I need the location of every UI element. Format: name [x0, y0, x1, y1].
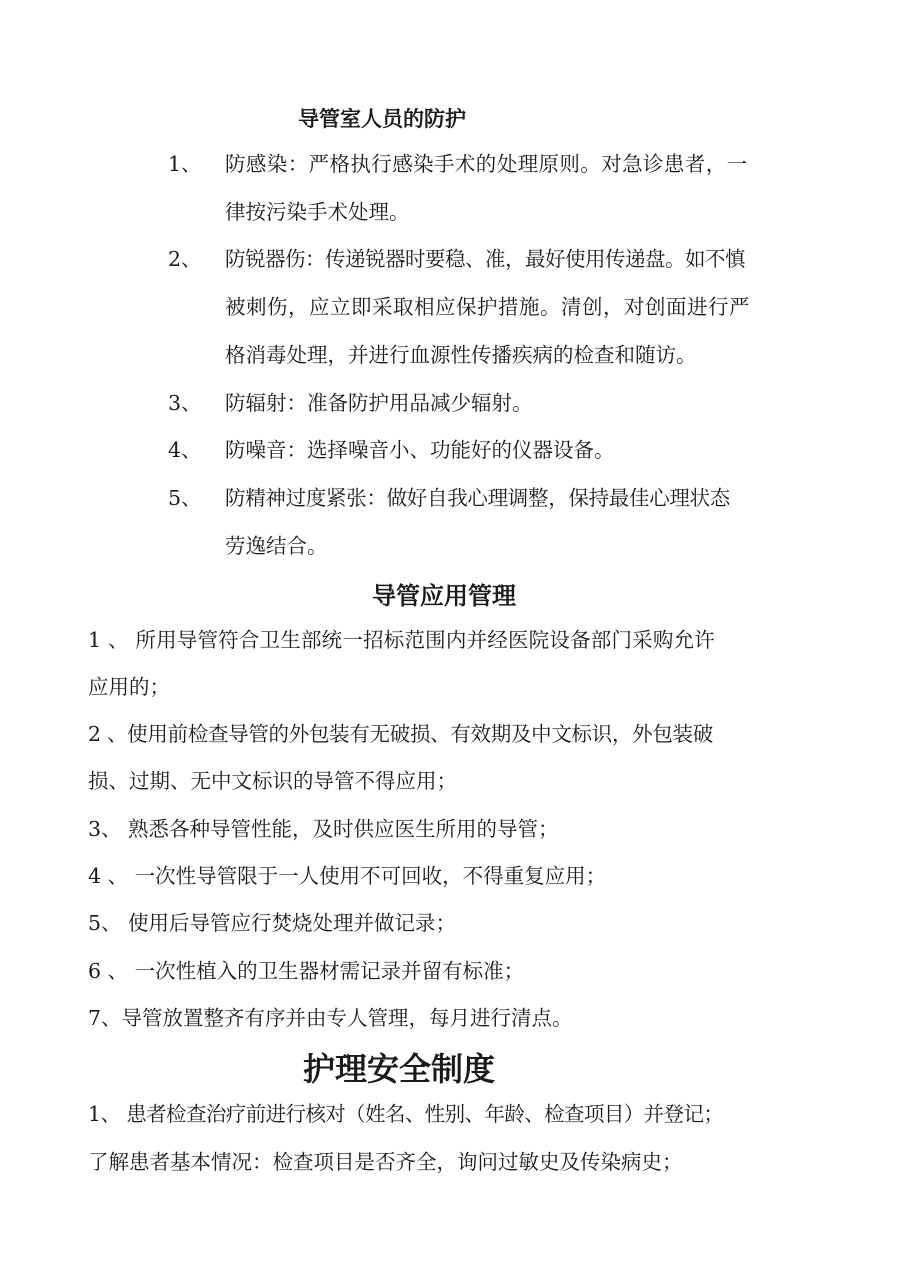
paragraph-line: 3、 熟悉各种导管性能，及时供应医生所用的导管； [88, 817, 559, 841]
list-item-line: 格消毒处理，并进行血源性传播疾病的检查和随访。 [225, 343, 697, 367]
paragraph-line: 7、导管放置整齐有序并由专人管理，每月进行清点。 [88, 1006, 573, 1030]
paragraph-line: 6 、 一次性植入的卫生器材需记录并留有标准； [88, 959, 525, 983]
paragraph-line: 1、 患者检查治疗前进行核对（姓名、性别、年龄、检查项目）并登记； [88, 1102, 724, 1126]
list-item-line: 律按污染手术处理。 [225, 200, 410, 224]
paragraph-line: 应用的； [88, 675, 170, 699]
section1-title: 导管室人员的防护 [298, 107, 466, 131]
list-item-number: 3、 [168, 391, 202, 415]
list-item-number: 5、 [168, 486, 202, 510]
list-item-line: 防感染：严格执行感染手术的处理原则。对急诊患者，一 [225, 152, 748, 176]
list-item-line: 防锐器伤：传递锐器时要稳、准，最好使用传递盘。如不慎 [225, 247, 745, 271]
list-item-line: 防噪音：选择噪音小、功能好的仪器设备。 [225, 438, 615, 462]
paragraph-line: 2 、使用前检查导管的外包装有无破损、有效期及中文标识，外包装破 [88, 722, 713, 746]
section2-title: 导管应用管理 [372, 582, 516, 610]
list-item-line: 被刺伤，应立即采取相应保护措施。清创，对创面进行严 [225, 295, 750, 319]
section3-title: 护理安全制度 [303, 1050, 496, 1088]
paragraph-line: 5、 使用后导管应行焚烧处理并做记录； [88, 911, 457, 935]
paragraph-line: 1 、 所用导管符合卫生部统一招标范围内并经医院设备部门采购允许 [88, 628, 715, 652]
list-item-line: 防精神过度紧张：做好自我心理调整，保持最佳心理状态 [225, 486, 730, 510]
paragraph-line: 4 、 一次性导管限于一人使用不可回收，不得重复应用； [88, 864, 607, 888]
paragraph-line: 损、过期、无中文标识的导管不得应用； [88, 769, 457, 793]
list-item-number: 2、 [168, 247, 202, 271]
list-item-line: 劳逸结合。 [225, 534, 328, 558]
list-item-line: 防辐射：准备防护用品减少辐射。 [225, 391, 533, 415]
list-item-number: 4、 [168, 438, 202, 462]
paragraph-line: 了解患者基本情况：检查项目是否齐全，询问过敏史及传染病史； [88, 1150, 683, 1174]
list-item-number: 1、 [168, 152, 202, 176]
